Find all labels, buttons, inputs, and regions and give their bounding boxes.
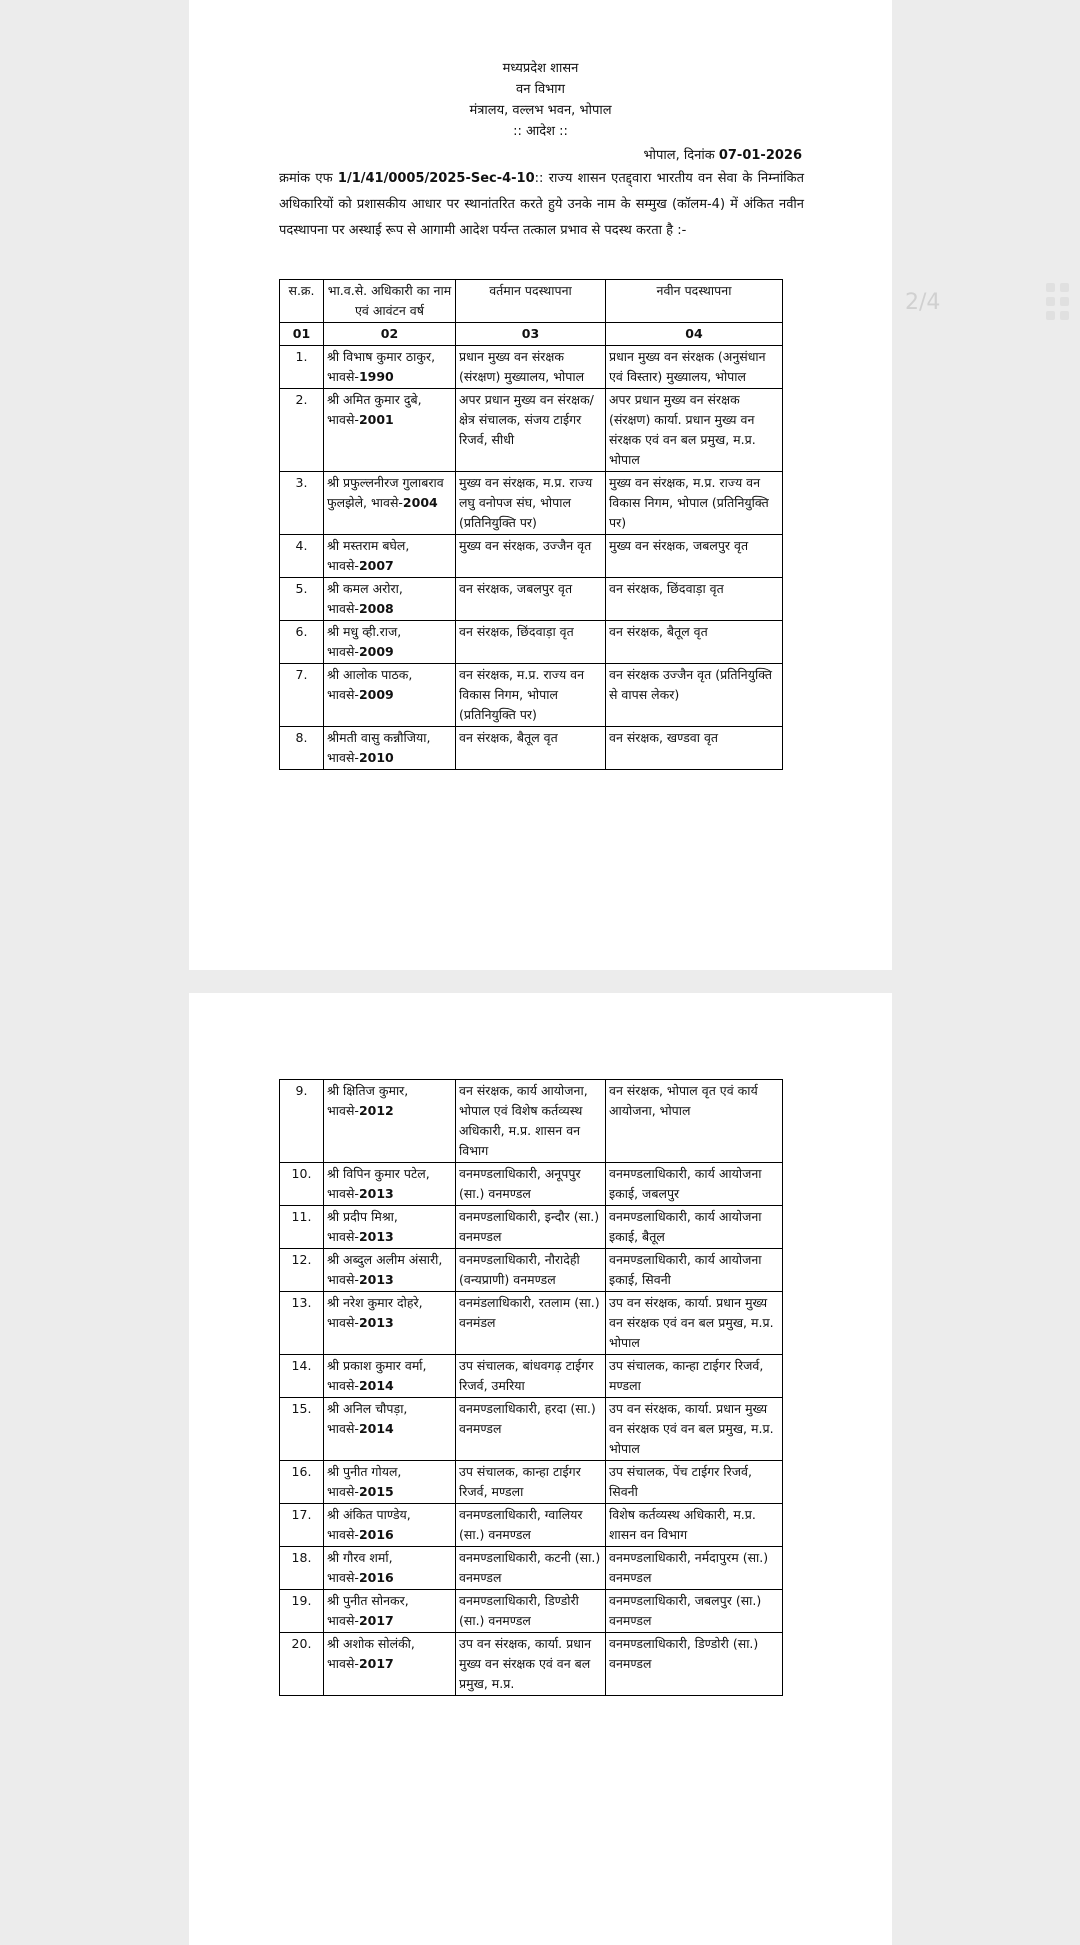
officer-name: श्री नरेश कुमार दोहरे, भावसे-2013 — [324, 1292, 456, 1355]
current-posting: वनमण्डलाधिकारी, ग्वालियर (सा.) वनमण्डल — [456, 1504, 606, 1547]
officer-name: श्री अमित कुमार दुबे, भावसे-2001 — [324, 389, 456, 472]
table-row — [280, 1249, 783, 1292]
table-row — [280, 1590, 783, 1633]
officer-name: श्री अशोक सोलंकी, भावसे-2017 — [324, 1633, 456, 1696]
table-row — [280, 1547, 783, 1590]
current-posting: वनमण्डलाधिकारी, इन्दौर (सा.) वनमण्डल — [456, 1206, 606, 1249]
table-row — [280, 621, 783, 664]
table-row — [280, 1080, 783, 1163]
officer-name: श्री अनिल चौपड़ा, भावसे-2014 — [324, 1398, 456, 1461]
new-posting: उप संचालक, पेंच टाईगर रिजर्व, सिवनी — [606, 1461, 783, 1504]
new-posting: वनमण्डलाधिकारी, कार्य आयोजना इकाई, जबलपुर — [606, 1163, 783, 1206]
officer-name: श्री क्षितिज कुमार, भावसे-2012 — [324, 1080, 456, 1163]
new-posting: वन संरक्षक, बैतूल वृत — [606, 621, 783, 664]
current-posting: वन संरक्षक, जबलपुर वृत — [456, 578, 606, 621]
new-posting: वनमण्डलाधिकारी, डिण्डोरी (सा.) वनमण्डल — [606, 1633, 783, 1696]
table-row — [280, 389, 783, 472]
document-page-2 — [189, 993, 892, 1945]
new-posting: वनमण्डलाधिकारी, कार्य आयोजना इकाई, बैतूल — [606, 1206, 783, 1249]
officer-name: श्री प्रकाश कुमार वर्मा, भावसे-2014 — [324, 1355, 456, 1398]
officer-name: श्री अंकित पाण्डेय, भावसे-2016 — [324, 1504, 456, 1547]
current-posting: वन संरक्षक, कार्य आयोजना, भोपाल एवं विशेष कर्तव्यस्थ अधिकारी, म.प्र. शासन वन विभाग — [456, 1080, 606, 1163]
serial-number: 12. — [280, 1249, 324, 1292]
header-new-posting: नवीन पदस्थापना — [606, 280, 783, 323]
current-posting: वन संरक्षक, म.प्र. राज्य वन विकास निगम, भोपाल (प्रतिनियुक्ति पर) — [456, 664, 606, 727]
new-posting: विशेष कर्तव्यस्थ अधिकारी, म.प्र. शासन वन विभाग — [606, 1504, 783, 1547]
current-posting: उप संचालक, कान्हा टाईगर रिजर्व, मण्डला — [456, 1461, 606, 1504]
serial-number: 8. — [280, 727, 324, 770]
department-title: वन विभाग — [516, 82, 565, 97]
current-posting: वनमण्डलाधिकारी, अनूपपुर (सा.) वनमण्डल — [456, 1163, 606, 1206]
current-posting: वन संरक्षक, बैतूल वृत — [456, 727, 606, 770]
order-date: भोपाल, दिनांक 07-01-2026 — [643, 148, 802, 163]
table-row — [280, 1355, 783, 1398]
table-row — [280, 1163, 783, 1206]
officer-name: श्री मस्तराम बघेल, भावसे-2007 — [324, 535, 456, 578]
officer-name: श्री अब्दुल अलीम अंसारी, भावसे-2013 — [324, 1249, 456, 1292]
transfer-table-page-2 — [279, 1079, 783, 1696]
serial-number: 15. — [280, 1398, 324, 1461]
serial-number: 19. — [280, 1590, 324, 1633]
table-row — [280, 346, 783, 389]
order-heading: :: आदेश :: — [513, 124, 568, 139]
officer-name: श्री गौरव शर्मा, भावसे-2016 — [324, 1547, 456, 1590]
new-posting: वन संरक्षक, भोपाल वृत एवं कार्य आयोजना, भोपाल — [606, 1080, 783, 1163]
table-row — [280, 1633, 783, 1696]
officer-name: श्रीमती वासु कन्नौजिया, भावसे-2010 — [324, 727, 456, 770]
table-row — [280, 1504, 783, 1547]
header-current-posting: वर्तमान पदस्थापना — [456, 280, 606, 323]
new-posting: वन संरक्षक, छिंदवाड़ा वृत — [606, 578, 783, 621]
officer-name: श्री आलोक पाठक, भावसे-2009 — [324, 664, 456, 727]
serial-number: 17. — [280, 1504, 324, 1547]
new-posting: प्रधान मुख्य वन संरक्षक (अनुसंधान एवं विस्तार) मुख्यालय, भोपाल — [606, 346, 783, 389]
current-posting: वन संरक्षक, छिंदवाड़ा वृत — [456, 621, 606, 664]
officer-name: श्री विपिन कुमार पटेल, भावसे-2013 — [324, 1163, 456, 1206]
serial-number: 1. — [280, 346, 324, 389]
page-indicator[interactable]: 2/4 — [905, 290, 941, 315]
current-posting: मुख्य वन संरक्षक, उज्जैन वृत — [456, 535, 606, 578]
header-sn: स.क्र. — [280, 280, 324, 323]
serial-number: 3. — [280, 472, 324, 535]
transfer-table-page-1 — [279, 279, 783, 770]
new-posting: मुख्य वन संरक्षक, म.प्र. राज्य वन विकास निगम, भोपाल (प्रतिनियुक्ति पर) — [606, 472, 783, 535]
officer-name: श्री पुनीत सोनकर, भावसे-2017 — [324, 1590, 456, 1633]
current-posting: उप वन संरक्षक, कार्या. प्रधान मुख्य वन संरक्षक एवं वन बल प्रमुख, म.प्र. — [456, 1633, 606, 1696]
table-row — [280, 727, 783, 770]
new-posting: वन संरक्षक, खण्डवा वृत — [606, 727, 783, 770]
column-number: 02 — [324, 323, 456, 346]
new-posting: वनमण्डलाधिकारी, नर्मदापुरम (सा.) वनमण्डल — [606, 1547, 783, 1590]
serial-number: 4. — [280, 535, 324, 578]
current-posting: वनमण्डलाधिकारी, नौरादेही (वन्यप्राणी) वनमण्डल — [456, 1249, 606, 1292]
office-address: मंत्रालय, वल्लभ भवन, भोपाल — [469, 103, 612, 118]
serial-number: 9. — [280, 1080, 324, 1163]
current-posting: वनमण्डलाधिकारी, हरदा (सा.) वनमण्डल — [456, 1398, 606, 1461]
page-grid-icon[interactable] — [1046, 283, 1076, 323]
new-posting: वनमण्डलाधिकारी, कार्य आयोजना इकाई, सिवनी — [606, 1249, 783, 1292]
officer-name: श्री विभाष कुमार ठाकुर, भावसे-1990 — [324, 346, 456, 389]
serial-number: 10. — [280, 1163, 324, 1206]
table-row — [280, 1461, 783, 1504]
new-posting: उप वन संरक्षक, कार्या. प्रधान मुख्य वन संरक्षक एवं वन बल प्रमुख, म.प्र. भोपाल — [606, 1398, 783, 1461]
serial-number: 11. — [280, 1206, 324, 1249]
serial-number: 13. — [280, 1292, 324, 1355]
officer-name: श्री कमल अरोरा, भावसे-2008 — [324, 578, 456, 621]
current-posting: वनमण्डलाधिकारी, कटनी (सा.) वनमण्डल — [456, 1547, 606, 1590]
serial-number: 5. — [280, 578, 324, 621]
header-officer: भा.व.से. अधिकारी का नाम एवं आवंटन वर्ष — [324, 280, 456, 323]
serial-number: 18. — [280, 1547, 324, 1590]
current-posting: वनमण्डलाधिकारी, डिण्डोरी (सा.) वनमण्डल — [456, 1590, 606, 1633]
table-row — [280, 578, 783, 621]
new-posting: उप वन संरक्षक, कार्या. प्रधान मुख्य वन संरक्षक एवं वन बल प्रमुख, म.प्र. भोपाल — [606, 1292, 783, 1355]
new-posting: मुख्य वन संरक्षक, जबलपुर वृत — [606, 535, 783, 578]
new-posting: वन संरक्षक उज्जैन वृत (प्रतिनियुक्ति से वापस लेकर) — [606, 664, 783, 727]
column-number: 03 — [456, 323, 606, 346]
table-row — [280, 472, 783, 535]
column-number: 01 — [280, 323, 324, 346]
serial-number: 16. — [280, 1461, 324, 1504]
table-row — [280, 1398, 783, 1461]
table-row — [280, 1292, 783, 1355]
officer-name: श्री पुनीत गोयल, भावसे-2015 — [324, 1461, 456, 1504]
officer-name: श्री मधु व्ही.राज, भावसे-2009 — [324, 621, 456, 664]
new-posting: उप संचालक, कान्हा टाईगर रिजर्व, मण्डला — [606, 1355, 783, 1398]
current-posting: मुख्य वन संरक्षक, म.प्र. राज्य लघु वनोपज संघ, भोपाल (प्रतिनियुक्ति पर) — [456, 472, 606, 535]
govt-title: मध्यप्रदेश शासन — [502, 61, 579, 76]
officer-name: श्री प्रफुल्लनीरज गुलाबराव फुलझेले, भावसे-2004 — [324, 472, 456, 535]
serial-number: 14. — [280, 1355, 324, 1398]
current-posting: वनमंडलाधिकारी, रतलाम (सा.) वनमंडल — [456, 1292, 606, 1355]
serial-number: 20. — [280, 1633, 324, 1696]
serial-number: 6. — [280, 621, 324, 664]
new-posting: वनमण्डलाधिकारी, जबलपुर (सा.) वनमण्डल — [606, 1590, 783, 1633]
serial-number: 7. — [280, 664, 324, 727]
order-intro: क्रमांक एफ 1/1/41/0005/2025-Sec-4-10:: राज्य शासन एतद्द्वारा भारतीय वन सेवा के निम्नांकित अधिकारियों को प्रशासकीय आधार पर स्थानांतरित करते हुये उनके नाम के सम्मुख (कॉलम-4) में अंकित नवीन पदस्थापना पर अस्थाई रूप से आगामी आदेश पर्यन्त तत्काल प्रभाव से पदस्थ करता है :- — [279, 171, 804, 238]
serial-number: 2. — [280, 389, 324, 472]
new-posting: अपर प्रधान मुख्य वन संरक्षक (संरक्षण) कार्या. प्रधान मुख्य वन संरक्षक एवं वन बल प्रमुख, म.प्र. भोपाल — [606, 389, 783, 472]
current-posting: उप संचालक, बांधवगढ़ टाईगर रिजर्व, उमरिया — [456, 1355, 606, 1398]
table-row — [280, 535, 783, 578]
table-row — [280, 664, 783, 727]
column-number: 04 — [606, 323, 783, 346]
current-posting: अपर प्रधान मुख्य वन संरक्षक/ क्षेत्र संचालक, संजय टाईगर रिजर्व, सीधी — [456, 389, 606, 472]
officer-name: श्री प्रदीप मिश्रा, भावसे-2013 — [324, 1206, 456, 1249]
table-row — [280, 1206, 783, 1249]
current-posting: प्रधान मुख्य वन संरक्षक (संरक्षण) मुख्यालय, भोपाल — [456, 346, 606, 389]
document-page-1 — [189, 0, 892, 970]
